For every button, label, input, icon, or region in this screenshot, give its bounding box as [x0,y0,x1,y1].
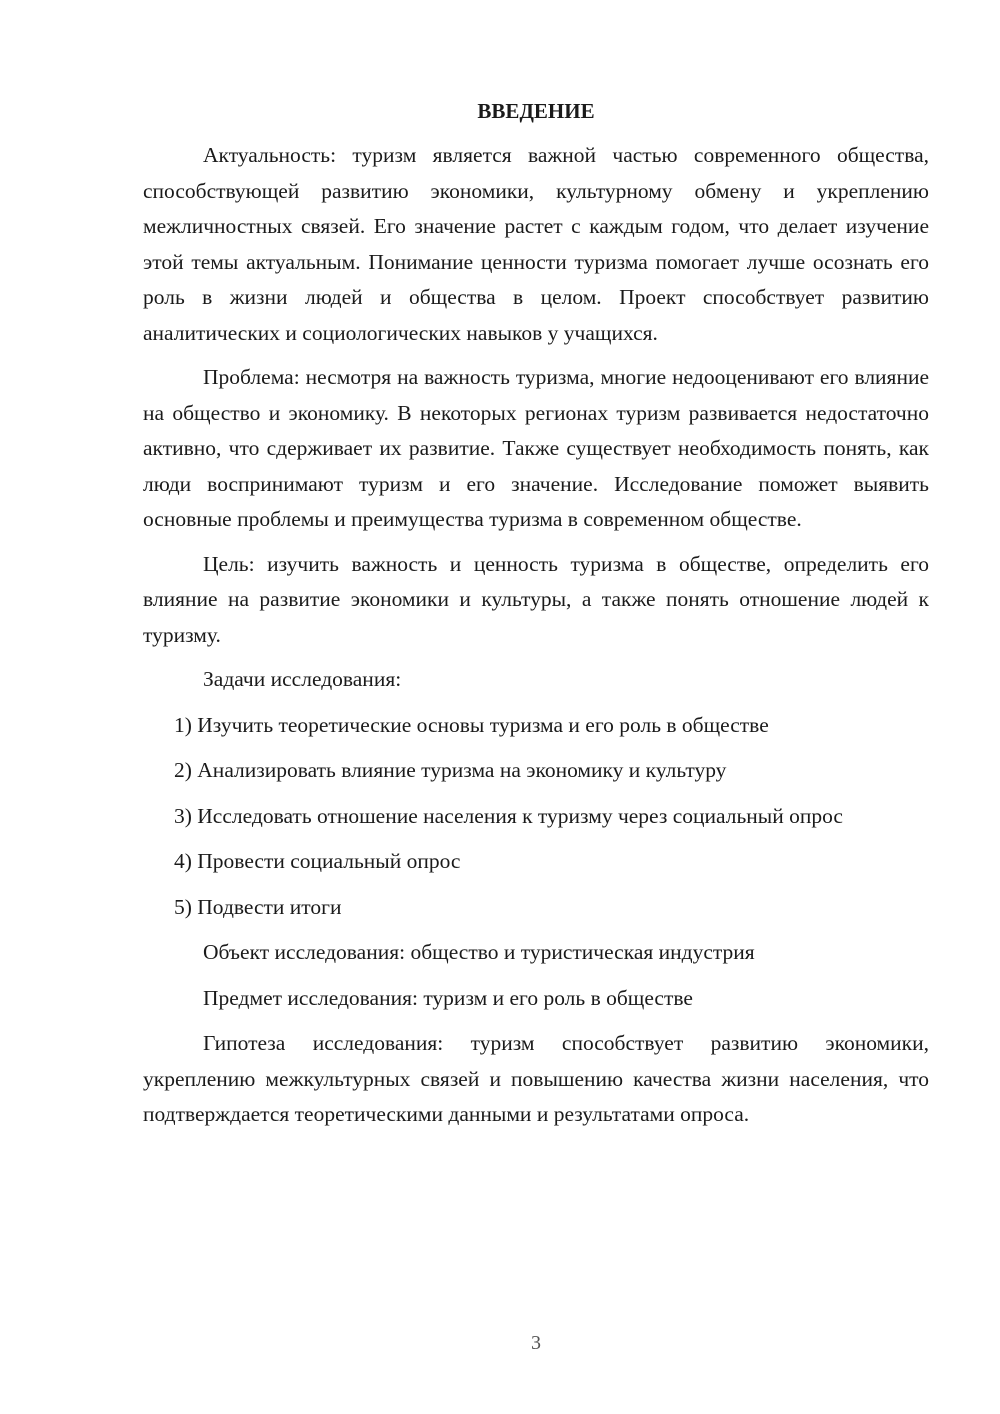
goal-paragraph: Цель: изучить важность и ценность туризма в обществе, определить его влияние на развитие экономики и культуры, а также понять отношение людей к туризму. [143,551,929,647]
task-item-4: 4) Провести социальный опрос [174,849,461,873]
tasks-title: Задачи исследования: [203,667,402,691]
task-item-1: 1) Изучить теоретические основы туризма и его роль в обществе [174,712,769,737]
problem-paragraph: Проблема: несмотря на важность туризма, многие недооценивают его влияние на общество и экономику. В некоторых регионах туризм развивается недостаточно активно, что сдерживает их развитие. Также существует необходимость понять, как люди воспринимают туризм и его значение. Исследование поможет выявить основные проблемы и преимущества туризма в современном обществе. [143,365,929,531]
task-item-2: 2) Анализировать влияние туризма на экономику и культуру [174,758,727,782]
page-number: 3 [531,1332,541,1354]
research-subject: Предмет исследования: туризм и его роль в обществе [203,985,693,1010]
document-body [143,96,929,1142]
section-heading: ВВЕДЕНИЕ [477,99,595,123]
relevance-paragraph: Актуальность: туризм является важной частью современного общества, способствующей развитию экономики, культурному обмену и укреплению межличностных связей. Его значение растет с каждым годом, что делает изучение этой темы актуальным. Понимание ценности туризма помогает лучше осознать его роль в жизни людей и общества в целом. Проект способствует развитию аналитических и социологических навыков у учащихся. [143,143,929,345]
research-object: Объект исследования: общество и туристическая индустрия [203,940,755,964]
task-item-5: 5) Подвести итоги [174,894,342,919]
task-item-3: 3) Исследовать отношение населения к туризму через социальный опрос [174,803,843,828]
hypothesis-paragraph: Гипотеза исследования: туризм способствует развитию экономики, укреплению межкультурных связей и повышению качества жизни населения, что подтверждается теоретическими данными и результатами опроса. [143,1031,929,1126]
